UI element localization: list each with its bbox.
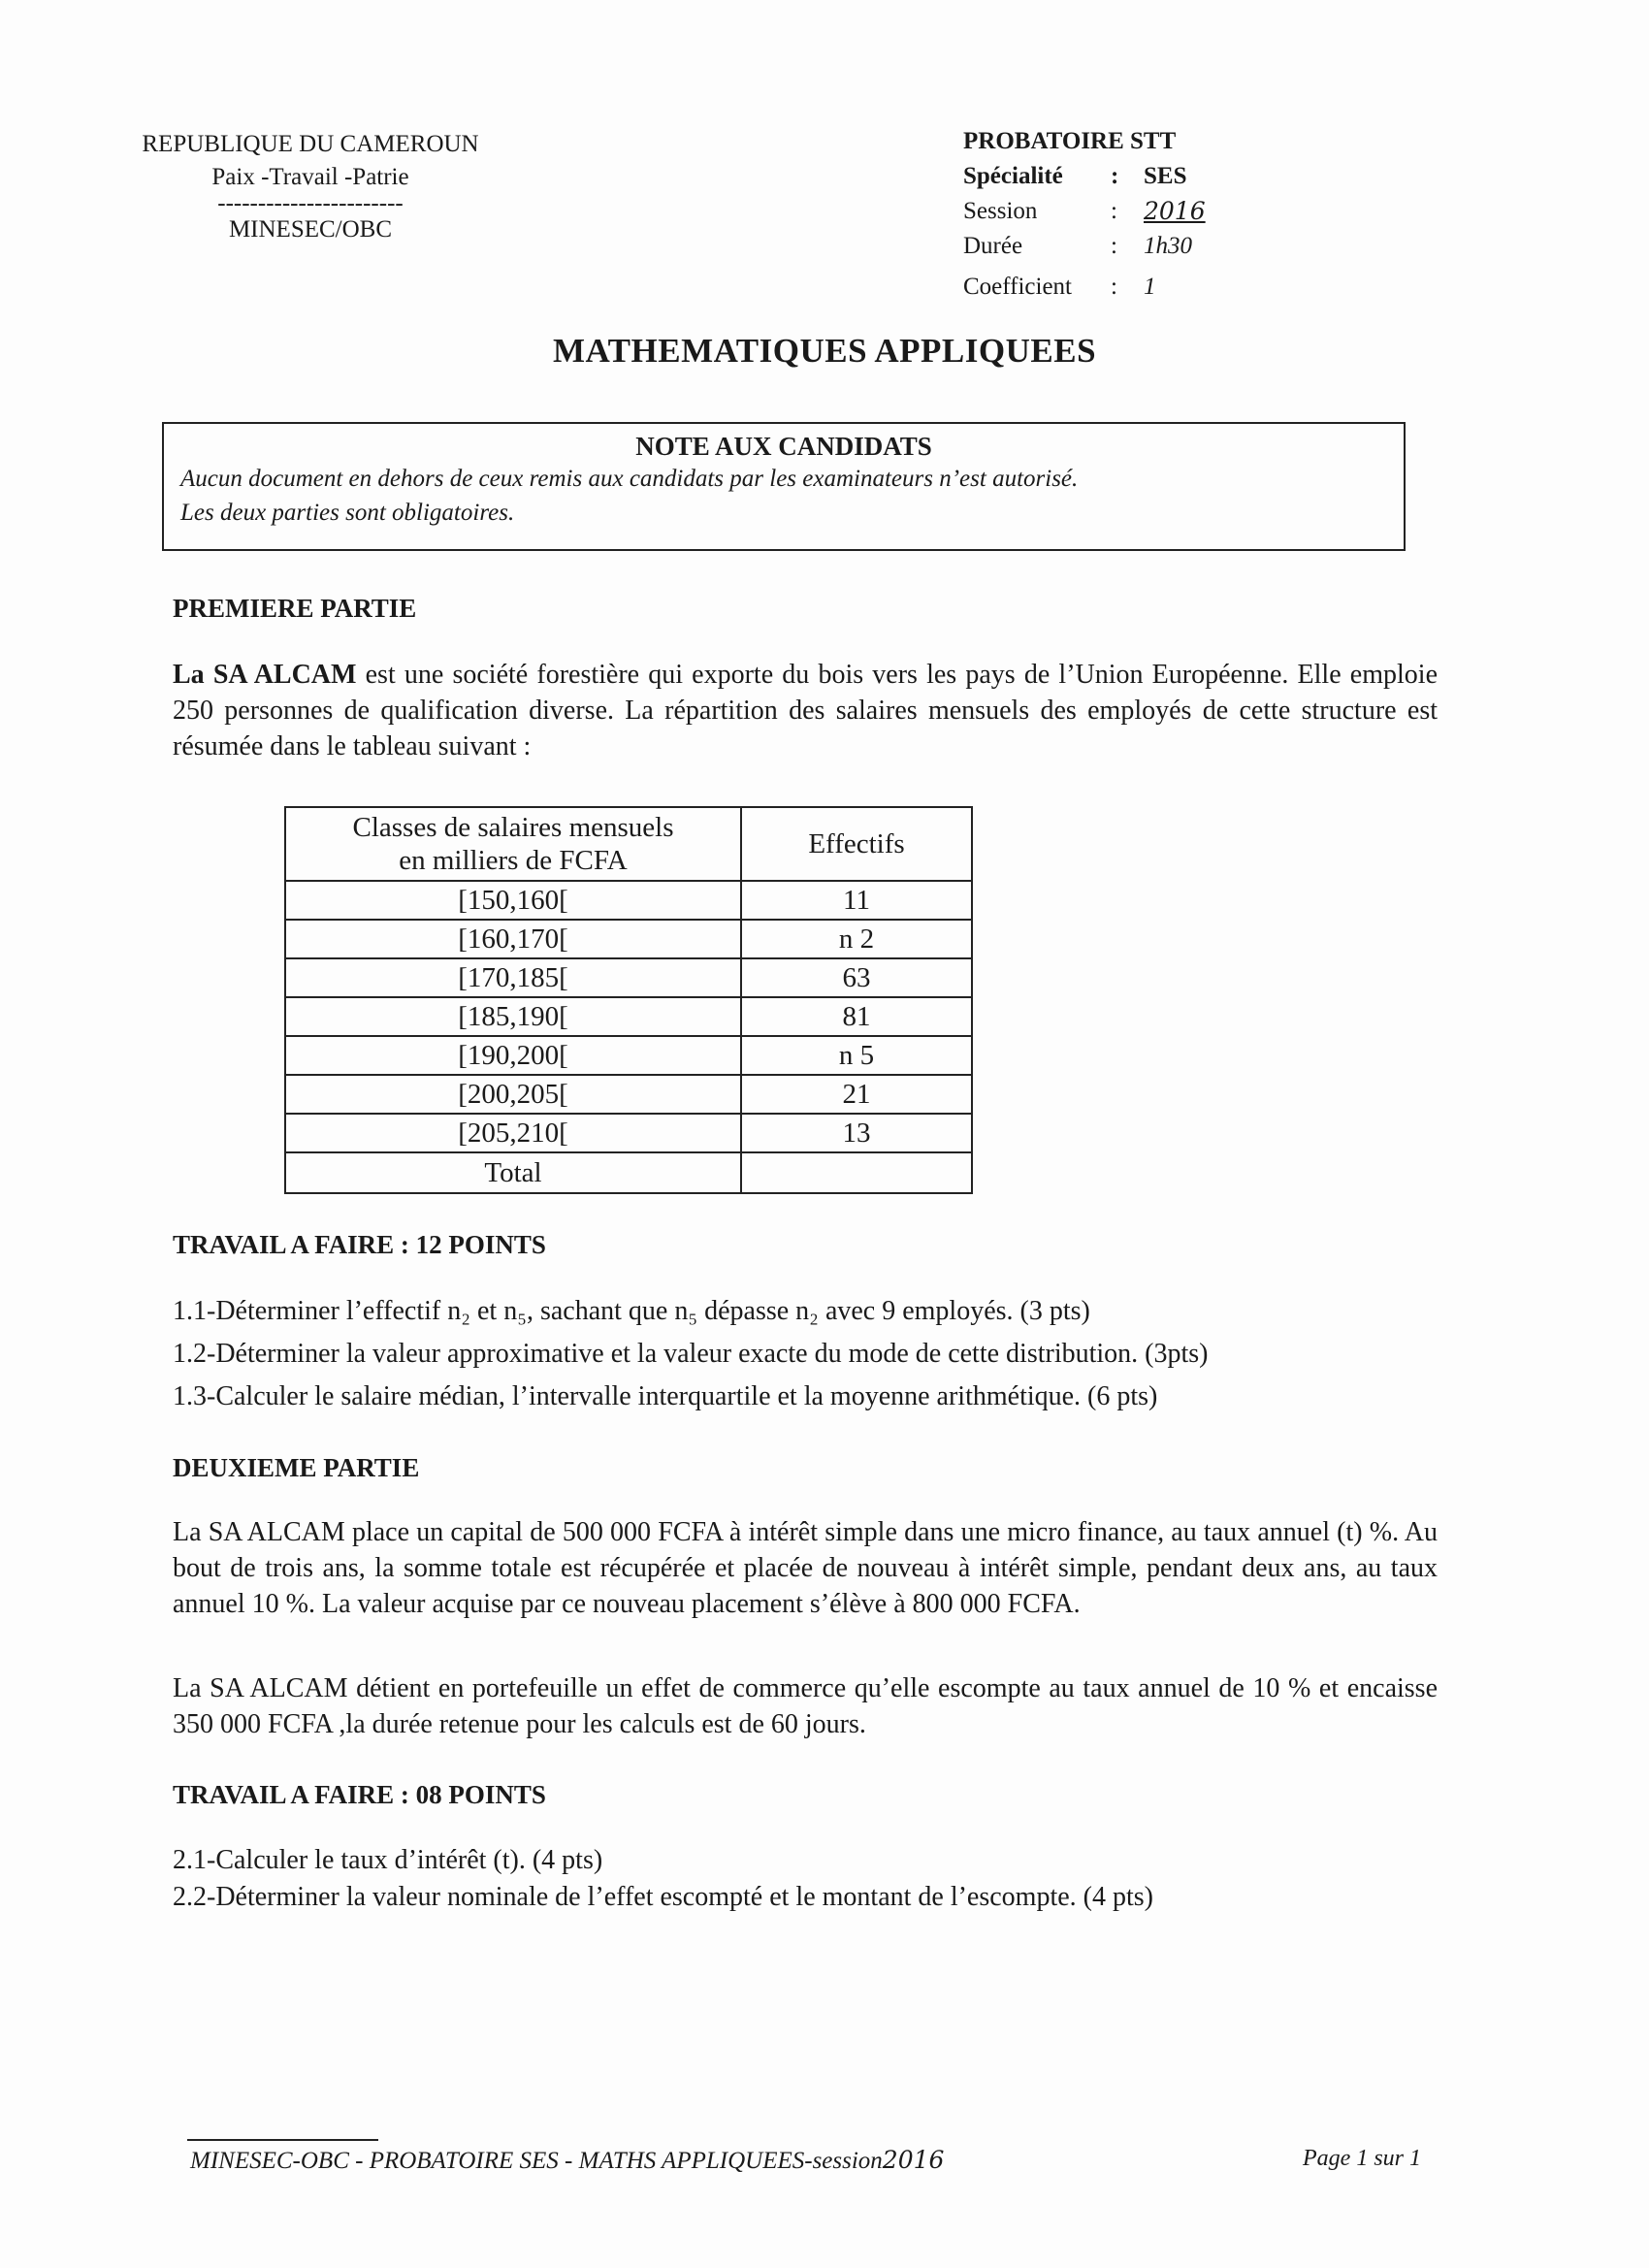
session-label: Session [963,198,1038,224]
effectif-cell: 21 [741,1075,972,1114]
note-title: NOTE AUX CANDIDATS [635,432,932,461]
session-value: 2016 [1144,197,1206,225]
total-label: Total [285,1152,741,1193]
note-line-1: Aucun document en dehors de ceux remis aux candidats par les examinateurs n’est autorisé. [180,466,1079,492]
class-cell: [150,160[ [285,881,741,920]
duration-value: 1h30 [1144,233,1192,259]
table-row [285,1114,972,1152]
class-cell: [185,190[ [285,997,741,1036]
footer-session: 2016 [882,2146,945,2174]
class-cell: [160,170[ [285,920,741,958]
ministry-name: MINESEC/OBC [228,216,393,243]
question-2-2: 2.2-Déterminer la valeur nominale de l’effet escompté et le montant de l’escompte. (4 pts) [173,1882,1153,1912]
coefficient-value: 1 [1144,274,1156,300]
effectif-cell: 11 [741,881,972,920]
exam-name: PROBATOIRE STT [963,128,1177,154]
part1-intro [173,657,1438,764]
part2-work-heading: TRAVAIL A FAIRE : 08 POINTS [173,1780,546,1809]
country-motto: Paix -Travail -Patrie [211,164,409,190]
part2-paragraph-1: La SA ALCAM place un capital de 500 000 FCFA à intérêt simple dans une micro finance, au taux annuel (t) %. Au bout de trois ans, la somme totale est récupérée et placée de nouveau à intérêt simple, pendant deux ans, au taux annuel 10 %. La valeur acquise par ce nouveau placement s’élève à 800 000 FCFA. [173,1517,1438,1619]
note-box [162,422,1406,551]
page-number: Page 1 sur 1 [1303,2146,1421,2171]
specialty-label: Spécialité [963,163,1063,189]
class-header-line1: Classes de salaires mensuels [352,812,674,843]
class-header-line2: en milliers de FCFA [399,845,628,876]
part2-heading: DEUXIEME PARTIE [173,1453,420,1482]
session-row [963,194,1206,229]
table-row [285,1036,972,1075]
class-header [285,807,741,881]
colon: : [1111,198,1117,224]
total-value [741,1152,972,1193]
effectif-cell: n 2 [741,920,972,958]
page-title: MATHEMATIQUES APPLIQUEES [552,332,1097,370]
table-row [285,920,972,958]
table-header-row [285,807,972,881]
table-row [285,1075,972,1114]
header-left [116,128,504,246]
effectif-cell: 63 [741,958,972,997]
colon: : [1111,233,1117,259]
class-cell: [170,185[ [285,958,741,997]
question-1-2: 1.2-Déterminer la valeur approximative et la valeur exacte du mode de cette distribution. (3pts) [173,1339,1209,1369]
footer-rule [187,2139,378,2141]
country-name: REPUBLIQUE DU CAMEROUN [142,131,479,157]
effectifs-header: Effectifs [741,807,972,881]
table-row [285,997,972,1036]
specialty-value: SES [1144,163,1187,189]
part1-work-heading: TRAVAIL A FAIRE : 12 POINTS [173,1230,546,1259]
header-separator: ----------------------- [217,190,404,216]
table-row [285,881,972,920]
table-total-row [285,1152,972,1193]
effectif-cell: 13 [741,1114,972,1152]
specialty-row [963,159,1206,194]
duration-row [963,229,1206,264]
footer-text: MINESEC-OBC - PROBATOIRE SES - MATHS APPLIQUEES-session [190,2148,883,2174]
question-1-1: 1.1-Déterminer l’effectif n₂ et n₅, sachant que n₅ dépasse n₂ avec 9 employés. (3 pts) [173,1296,1090,1326]
header-right [963,124,1206,305]
duration-label: Durée [963,233,1023,259]
colon: : [1111,163,1119,189]
coefficient-label: Coefficient [963,274,1072,300]
part1-heading: PREMIERE PARTIE [173,594,417,623]
class-cell: [200,205[ [285,1075,741,1114]
effectif-cell: 81 [741,997,972,1036]
question-1-3: 1.3-Calculer le salaire médian, l’intervalle interquartile et la moyenne arithmétique. (6 pts) [173,1381,1158,1411]
class-cell: [190,200[ [285,1036,741,1075]
class-cell: [205,210[ [285,1114,741,1152]
footer-left [190,2146,944,2175]
effectif-cell: n 5 [741,1036,972,1075]
part2-paragraph-2: La SA ALCAM détient en portefeuille un effet de commerce qu’elle escompte au taux annuel de 10 % et encaisse 350 000 FCFA ,la durée retenue pour les calculs est de 60 jours. [173,1673,1438,1739]
coefficient-row [963,270,1206,305]
salary-table [284,806,973,1194]
part1-intro-text: est une société forestière qui exporte du bois vers les pays de l’Union Européenne. Elle emploie 250 personnes de qualification diverse. La répartition des salaires mensuels des employés de cette structure est résumée dans le tableau suivant : [173,660,1438,761]
note-line-2: Les deux parties sont obligatoires. [180,500,515,526]
company-name: La SA ALCAM [173,660,357,690]
table-row [285,958,972,997]
colon: : [1111,274,1117,300]
question-2-1: 2.1-Calculer le taux d’intérêt (t). (4 pts) [173,1845,603,1875]
